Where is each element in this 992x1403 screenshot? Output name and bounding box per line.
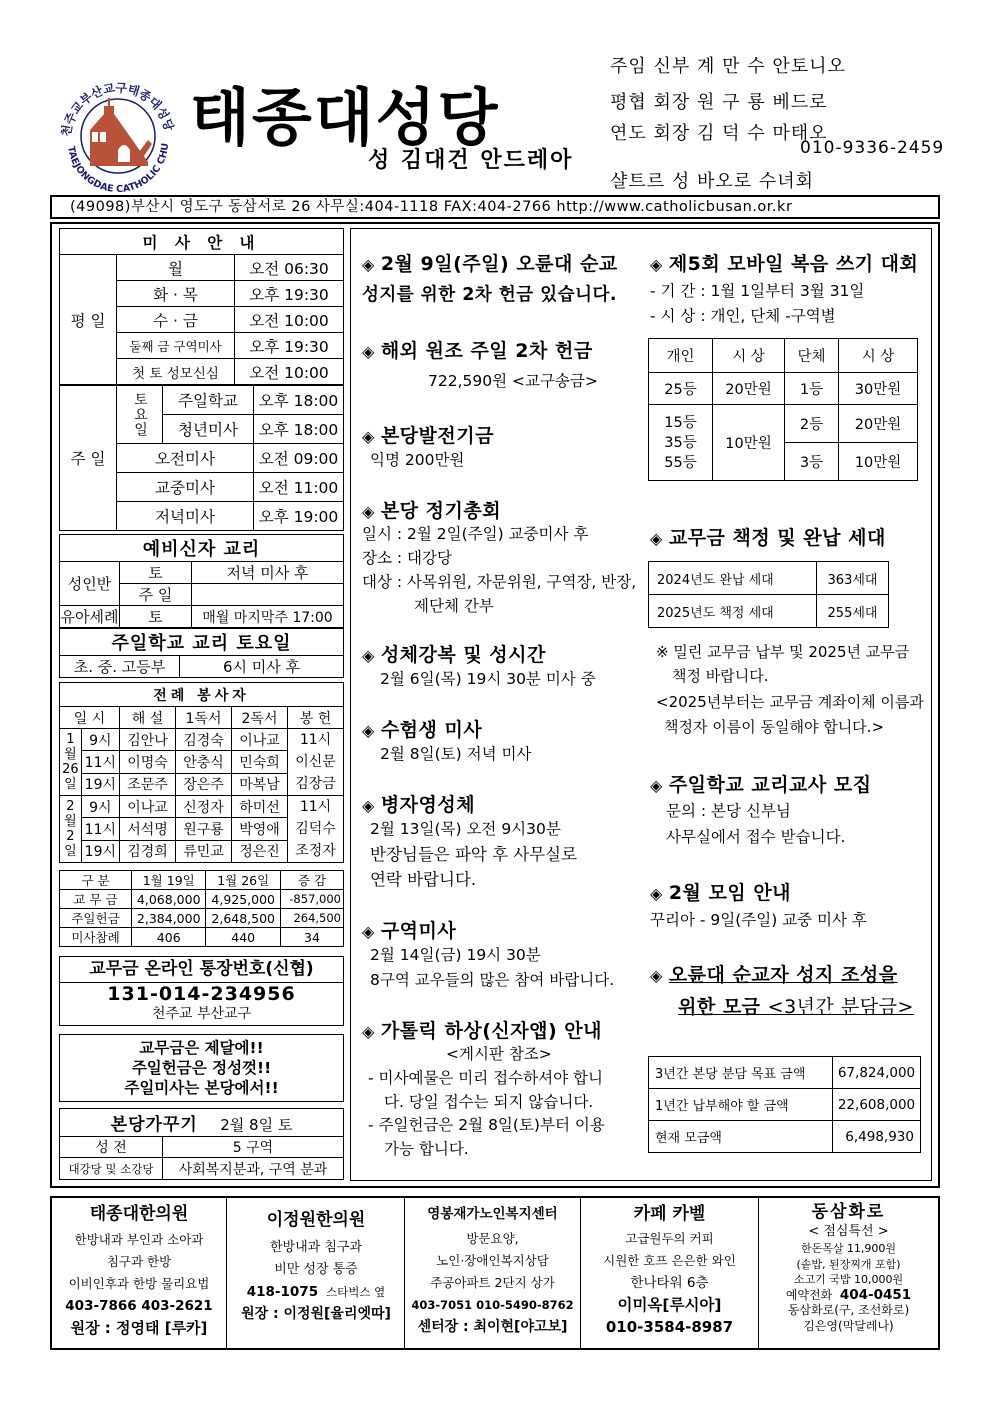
group-amount: 20만원	[839, 405, 918, 443]
decor-place: 성 전	[60, 1137, 163, 1158]
notice-hasang-app	[362, 1016, 602, 1043]
col-header: 2독서	[232, 707, 288, 729]
col-header: 해 설	[120, 707, 176, 729]
minister-time: 19시	[81, 773, 119, 795]
group-rank: 2등	[785, 405, 839, 443]
ad-phone: 404-0451	[839, 1286, 912, 1303]
notice-heading-cont: 성지를 위한 2차 헌금 있습니다.	[362, 285, 618, 305]
ad-line: 주공아파트 2단지 상가	[430, 1275, 555, 1290]
offertory-cell	[288, 729, 344, 796]
decor-header	[60, 1109, 344, 1137]
notice-text: - 주일헌금은 2월 8일(토)부터 이용	[368, 1116, 605, 1134]
ad-name: 카페 카벨	[633, 1204, 706, 1224]
mass-time: 오전 10:00	[235, 359, 344, 385]
ad-owner: 김은영(막달레나)	[803, 1318, 894, 1333]
fund-value: 67,824,000	[833, 1057, 921, 1089]
ad-owner: 원장 : 이정원[율리엣따]	[241, 1306, 391, 1322]
ad-phone: 010-3584-8987	[605, 1318, 734, 1336]
notice-heading: 수험생 미사	[380, 719, 483, 741]
tithe-table	[648, 561, 889, 628]
col-header: 일 시	[60, 707, 120, 729]
offertory: 11시	[299, 732, 332, 748]
notice-sick-communion	[362, 790, 475, 817]
mass-day: 수 · 금	[117, 307, 235, 333]
ad-line: 한돈목살 11,900원	[800, 1242, 897, 1255]
diamond-icon: ◈	[650, 884, 663, 903]
notice-heading: 병자영성체	[380, 794, 476, 816]
diamond-icon: ◈	[362, 646, 375, 665]
sunday-school-table	[59, 628, 344, 678]
group-rank: 3등	[785, 443, 839, 481]
notice-heading: 2월 9일(주일) 오륜대 순교	[380, 253, 618, 275]
school-grades: 초. 중. 고등부	[60, 656, 180, 678]
notice-text: 책정자 이름이 동일해야 합니다.>	[664, 718, 885, 736]
notice-text: 꾸리아 - 9일(주일) 교중 미사 후	[650, 911, 867, 929]
prize-amount: 20만원	[713, 373, 785, 405]
notice-text: 2월 13일(목) 오전 9시30분	[370, 820, 561, 838]
finance-value: 406	[132, 928, 206, 947]
notice-text: <게시판 참조>	[446, 1045, 552, 1063]
diamond-icon: ◈	[650, 255, 663, 274]
notice-text: 대상 : 사목위원, 자문위원, 구역장, 반장,	[362, 573, 637, 591]
notice-tithe	[650, 523, 886, 550]
finance-diff: 34	[280, 928, 343, 947]
minister-time: 11시	[81, 751, 119, 773]
finance-value: 440	[206, 928, 280, 947]
prize-amount: 10만원	[713, 405, 785, 481]
minister: 김경희	[120, 840, 176, 862]
notice-text: 다. 당일 접수는 되지 않습니다.	[384, 1093, 594, 1111]
notice-oryundae-cont	[678, 992, 914, 1019]
decor-title: 본당가꾸기	[110, 1115, 198, 1135]
group-rank: 1등	[785, 373, 839, 405]
fund-label: 3년간 본당 분담 목표 금액	[649, 1057, 833, 1089]
decor-team: 사회복지분과, 구역 분과	[163, 1158, 344, 1180]
sunday-school-title: 주일학교 교리 토요일	[60, 629, 344, 656]
notice-text: 익명 200만원	[370, 451, 465, 469]
prize-rank: 55등	[664, 454, 697, 471]
mass-time: 오후 18:00	[254, 415, 344, 444]
ad-line: 스타벅스 옆	[326, 1285, 386, 1299]
ad-line: 한방내과 부인과 소아과	[74, 1232, 204, 1247]
diamond-icon: ◈	[362, 922, 375, 941]
notice-heading: 본당 정기총회	[380, 500, 502, 522]
legion-president: 연도 회장 김 덕 수 마태오	[610, 123, 828, 144]
ad-cafe-kabel	[581, 1197, 758, 1350]
ad-name: 동삼화로	[811, 1202, 886, 1222]
notice-heading: 본당발전기금	[380, 425, 494, 447]
svg-text:천주교부산교구태종대성당: 천주교부산교구태종대성당	[58, 80, 177, 138]
minister: 서석명	[120, 818, 176, 840]
col-header: 구 분	[60, 871, 132, 890]
finance-table	[59, 870, 344, 947]
ad-line: 이비인후과 한방 물리요법	[68, 1276, 210, 1291]
catechumen-table	[59, 534, 344, 628]
ad-line: 노인·장애인복지상담	[436, 1253, 549, 1268]
notice-text: 제단체 간부	[414, 597, 494, 615]
fund-value: 22,608,000	[833, 1089, 921, 1121]
notice-heading: 제5회 모바일 복음 쓰기 대회	[668, 253, 919, 275]
diamond-icon: ◈	[362, 342, 375, 361]
minister: 이나교	[120, 796, 176, 818]
fund-table	[648, 1056, 921, 1153]
address-bar: (49098)부산시 영도구 동삼서로 26 사무실:404-1118 FAX:404-2766 http://www.catholicbusan.or.kr	[50, 195, 940, 219]
ad-divider	[226, 1196, 227, 1350]
mass-day: 청년미사	[163, 415, 254, 444]
notice-text: ※ 밀린 교무금 납부 및 2025년 교무금	[656, 643, 910, 661]
ad-line: 예약전화	[785, 1287, 833, 1302]
minister: 박영애	[232, 818, 288, 840]
diamond-icon: ◈	[362, 796, 375, 815]
ad-owner: 센터장 : 최이현[야고보]	[417, 1319, 568, 1335]
account-number: 131-014-234956	[107, 983, 296, 1005]
minister: 신정자	[176, 796, 232, 818]
tithe-label: 2025년도 책정 세대	[649, 595, 817, 628]
notice-text: 2월 8일(토) 저녁 미사	[380, 745, 532, 763]
account-title: 교무금 온라인 통장번호(신협)	[60, 957, 343, 983]
notice-text: - 기 간 : 1월 1일부터 3월 31일	[650, 282, 865, 300]
prize-rank: 35등	[664, 434, 697, 451]
minister: 류민교	[176, 840, 232, 862]
ad-youngbong-center	[405, 1197, 580, 1350]
minister: 원구룡	[176, 818, 232, 840]
prize-rank-multi	[649, 405, 713, 481]
offertory: 이신문	[295, 754, 336, 770]
prize-table	[648, 338, 918, 481]
offertory-cell	[288, 796, 344, 863]
minister-time: 11시	[81, 818, 119, 840]
decor-date: 2월 8일 토	[220, 1116, 293, 1134]
notice-meetings	[650, 878, 791, 905]
diamond-icon: ◈	[650, 529, 663, 548]
minister-time: 19시	[81, 840, 119, 862]
col-header: 단체	[785, 339, 839, 373]
tithe-label: 2024년도 완납 세대	[649, 562, 817, 595]
class-time: 매월 마지막주 17:00	[192, 606, 344, 628]
notice-heading: 교무금 책정 및 완납 세대	[668, 527, 886, 549]
ad-owner: 이미옥[루시아]	[617, 1296, 722, 1314]
ad-line: 한방내과 침구과	[269, 1240, 363, 1255]
ad-line: 동삼화로(구, 조선화로)	[787, 1303, 910, 1317]
notice-district-mass	[362, 916, 456, 943]
minister-date: 2월2일	[60, 796, 82, 863]
group-amount: 10만원	[839, 443, 918, 481]
col-header: 시 상	[839, 339, 918, 373]
ad-leejungwon-clinic	[228, 1197, 404, 1350]
col-header: 1월 19일	[132, 871, 206, 890]
notice-text: - 시 상 : 개인, 단체 -구역별	[650, 307, 836, 325]
ad-line: 소고기 국밥 10,000원	[793, 1273, 904, 1286]
offertory: 김장금	[295, 776, 336, 792]
prize-rank: 15등	[664, 414, 697, 431]
mass-day: 둘째 금 구역미사	[117, 333, 235, 359]
offertory: 김덕수	[295, 821, 336, 837]
col-header: 시 상	[713, 339, 785, 373]
ad-dongsam-hwaro	[759, 1197, 938, 1350]
notice-teachers	[650, 770, 872, 797]
account-box	[59, 956, 344, 1026]
minister: 김안나	[120, 729, 176, 751]
notice-exam-mass	[362, 715, 482, 742]
ad-line: (솥밥, 된장찌개 포함)	[796, 1257, 901, 1271]
col-header: 개인	[649, 339, 713, 373]
ad-name: 태종대한의원	[89, 1204, 189, 1224]
notice-text: <2025년부터는 교무금 계좌이체 이름과	[656, 693, 924, 711]
group-amount: 30만원	[839, 373, 918, 405]
mass-day: 화 · 목	[117, 281, 235, 307]
class-day: 토	[120, 562, 192, 584]
mass-day: 주일학교	[163, 386, 254, 415]
notice-text: 장소 : 대강당	[362, 549, 452, 567]
finance-diff: -857,000	[280, 890, 343, 909]
minister: 조문주	[120, 773, 176, 795]
notice-heading: 2월 모임 안내	[668, 882, 792, 904]
ministers-title: 전례 봉사자	[60, 683, 344, 707]
notice-adoration	[362, 640, 546, 667]
notice-text: 문의 : 본당 신부님	[666, 802, 791, 820]
ad-phone: 403-7866 403-2621	[65, 1298, 213, 1314]
mass-time: 오전 11:00	[254, 473, 344, 502]
fund-label: 1년간 납부해야 할 금액	[649, 1089, 833, 1121]
finance-label: 교 무 금	[60, 890, 132, 909]
diamond-icon: ◈	[362, 427, 375, 446]
notice-oryundae	[650, 960, 898, 987]
ministers-table	[59, 682, 344, 863]
mass-time: 오전 09:00	[254, 444, 344, 473]
ad-name: 영봉재가노인복지센터	[427, 1206, 558, 1222]
account-owner: 천주교 부산교구	[151, 1006, 252, 1022]
minister: 이나교	[232, 729, 288, 751]
president-phone: 010-9336-2459	[800, 138, 945, 158]
notice-text: - 미사예물은 미리 접수하셔야 합니	[368, 1069, 603, 1087]
minister: 김경숙	[176, 729, 232, 751]
tithe-value: 363세대	[817, 562, 889, 595]
ad-line: 한나타워 6층	[630, 1275, 709, 1291]
ad-line: 침구과 한방	[106, 1254, 172, 1269]
notice-text: 2월 14일(금) 19시 30분	[370, 946, 541, 964]
finance-value: 4,068,000	[132, 890, 206, 909]
minister-time: 9시	[81, 796, 119, 818]
fund-value: 6,498,930	[833, 1121, 921, 1153]
notice-overseas-aid	[362, 336, 593, 363]
slogan-box	[59, 1034, 344, 1102]
minister: 하미선	[232, 796, 288, 818]
offertory: 11시	[299, 799, 332, 815]
notice-heading: <3년간 분담금>	[767, 996, 914, 1018]
ad-line: 고급원두의 커피	[625, 1231, 714, 1246]
finance-value: 4,925,000	[206, 890, 280, 909]
ad-taejongdae-clinic	[52, 1197, 226, 1350]
catechumen-title: 예비신자 교리	[60, 535, 344, 562]
diamond-icon: ◈	[650, 966, 663, 985]
notice-2nd-collection	[362, 249, 618, 276]
decor-team: 5 구역	[163, 1137, 344, 1158]
tithe-value: 255세대	[817, 595, 889, 628]
sunday-mass-table	[59, 385, 344, 531]
council-president: 평협 회장 원 구 룡 베드로	[610, 92, 828, 113]
notice-text: 책정 바랍니다.	[672, 667, 769, 685]
notice-text: 722,590원 <교구송금>	[428, 372, 598, 390]
church-seal	[52, 70, 184, 192]
minister-date: 1월26일	[60, 729, 82, 796]
mass-time: 오후 18:00	[254, 386, 344, 415]
class-time: 저녁 미사 후	[192, 562, 344, 584]
ad-owner: 원장 : 정영태 [루카]	[70, 1319, 208, 1337]
mass-day: 저녁미사	[117, 502, 254, 531]
sisters: 샬트르 성 바오로 수녀회	[610, 171, 815, 192]
col-header: 1월 26일	[206, 871, 280, 890]
minister: 이명숙	[120, 751, 176, 773]
diamond-icon: ◈	[650, 776, 663, 795]
mass-time: 오후 19:00	[254, 502, 344, 531]
notice-heading: 오륜대 순교자 성지 조성을	[668, 964, 898, 986]
adult-class: 성인반	[60, 562, 120, 606]
minister: 마복남	[232, 773, 288, 795]
infant-baptism: 유아세례	[60, 606, 120, 628]
notice-text: 반장님들은 파악 후 사무실로	[370, 845, 578, 864]
notice-heading: 가톨릭 하상(신자앱) 안내	[380, 1020, 602, 1042]
mass-day: 오전미사	[117, 444, 254, 473]
notice-heading: 구역미사	[380, 920, 457, 942]
weekday-label: 평 일	[60, 255, 117, 385]
mass-time: 오후 19:30	[235, 281, 344, 307]
finance-label: 미사참례	[60, 928, 132, 947]
notice-heading: 위한 모금	[678, 996, 761, 1018]
decor-table	[59, 1108, 344, 1180]
minister: 안충식	[176, 751, 232, 773]
church-title: 태종대성당	[190, 81, 500, 154]
finance-value: 2,648,500	[206, 909, 280, 928]
patron-saint: 성 김대건 안드레아	[368, 148, 574, 173]
class-day: 토	[120, 606, 192, 628]
finance-label: 주일헌금	[60, 909, 132, 928]
decor-place: 대강당 및 소강당	[60, 1158, 163, 1180]
finance-diff: 264,500	[280, 909, 343, 928]
notice-text: 8구역 교우들의 많은 참여 바랍니다.	[370, 971, 615, 989]
notice-heading: 해외 원조 주일 2차 헌금	[380, 340, 593, 362]
mass-title: 미 사 안 내	[60, 229, 344, 255]
sunday-label: 주 일	[60, 386, 117, 531]
fund-label: 현재 모금액	[649, 1121, 833, 1153]
prize-rank: 25등	[649, 373, 713, 405]
ad-phone: 403-7051 010-5490-8762	[411, 1298, 574, 1312]
slogan-line: 주일헌금은 정성껏!!	[131, 1059, 272, 1077]
saturday-label: 토요일	[117, 386, 163, 444]
notice-heading: 주일학교 교리교사 모집	[668, 774, 872, 796]
class-day: 주 일	[120, 584, 192, 606]
diamond-icon: ◈	[362, 255, 375, 274]
slogan-line: 주일미사는 본당에서!!	[124, 1079, 279, 1097]
minister: 장은주	[176, 773, 232, 795]
notice-text: 사무실에서 접수 받습니다.	[666, 828, 846, 846]
diamond-icon: ◈	[362, 721, 375, 740]
notice-heading: 성체강복 및 성시간	[380, 644, 546, 666]
col-header: 증 감	[280, 871, 343, 890]
notice-text: 일시 : 2월 2일(주일) 교중미사 후	[362, 525, 589, 543]
pastor: 주임 신부 계 만 수 안토니오	[610, 56, 846, 77]
ad-line: 방문요양,	[466, 1231, 519, 1246]
notice-building-fund	[362, 421, 494, 448]
ad-line: 시원한 호프 은은한 와인	[603, 1253, 736, 1268]
ad-phone: 418-1075	[246, 1284, 319, 1300]
minister: 정은진	[232, 840, 288, 862]
mass-day: 월	[117, 255, 235, 281]
mass-day: 첫 토 성모신심	[117, 359, 235, 385]
col-header: 봉 헌	[288, 707, 344, 729]
notice-mobile-gospel	[650, 249, 918, 276]
finance-value: 2,384,000	[132, 909, 206, 928]
mass-day: 교중미사	[117, 473, 254, 502]
mass-time: 오전 10:00	[235, 307, 344, 333]
mass-time: 오전 06:30	[235, 255, 344, 281]
diamond-icon: ◈	[362, 502, 375, 521]
offertory: 조정자	[295, 843, 336, 859]
minister-time: 9시	[81, 729, 119, 751]
col-header: 1독서	[176, 707, 232, 729]
mass-time: 오후 19:30	[235, 333, 344, 359]
notice-text: 2월 6일(목) 19시 30분 미사 중	[380, 670, 596, 688]
notice-text: 가능 합니다.	[384, 1140, 469, 1158]
ad-line: 비만 성장 통증	[274, 1262, 358, 1277]
ad-name: 이정원한의원	[266, 1210, 366, 1230]
slogan-line: 교무금은 제달에!!	[139, 1039, 264, 1057]
school-time: 6시 미사 후	[180, 656, 344, 678]
notice-text: 연락 바랍니다.	[370, 870, 477, 889]
ad-line: < 점심특선 >	[808, 1224, 889, 1239]
svg-text:TAEJONGDAE CATHOLIC CHURCH: TAEJONGDAE CATHOLIC CHU	[65, 142, 172, 192]
minister: 민숙희	[232, 751, 288, 773]
diamond-icon: ◈	[362, 1022, 375, 1041]
notice-general-assembly	[362, 496, 501, 523]
mass-table	[59, 228, 344, 385]
